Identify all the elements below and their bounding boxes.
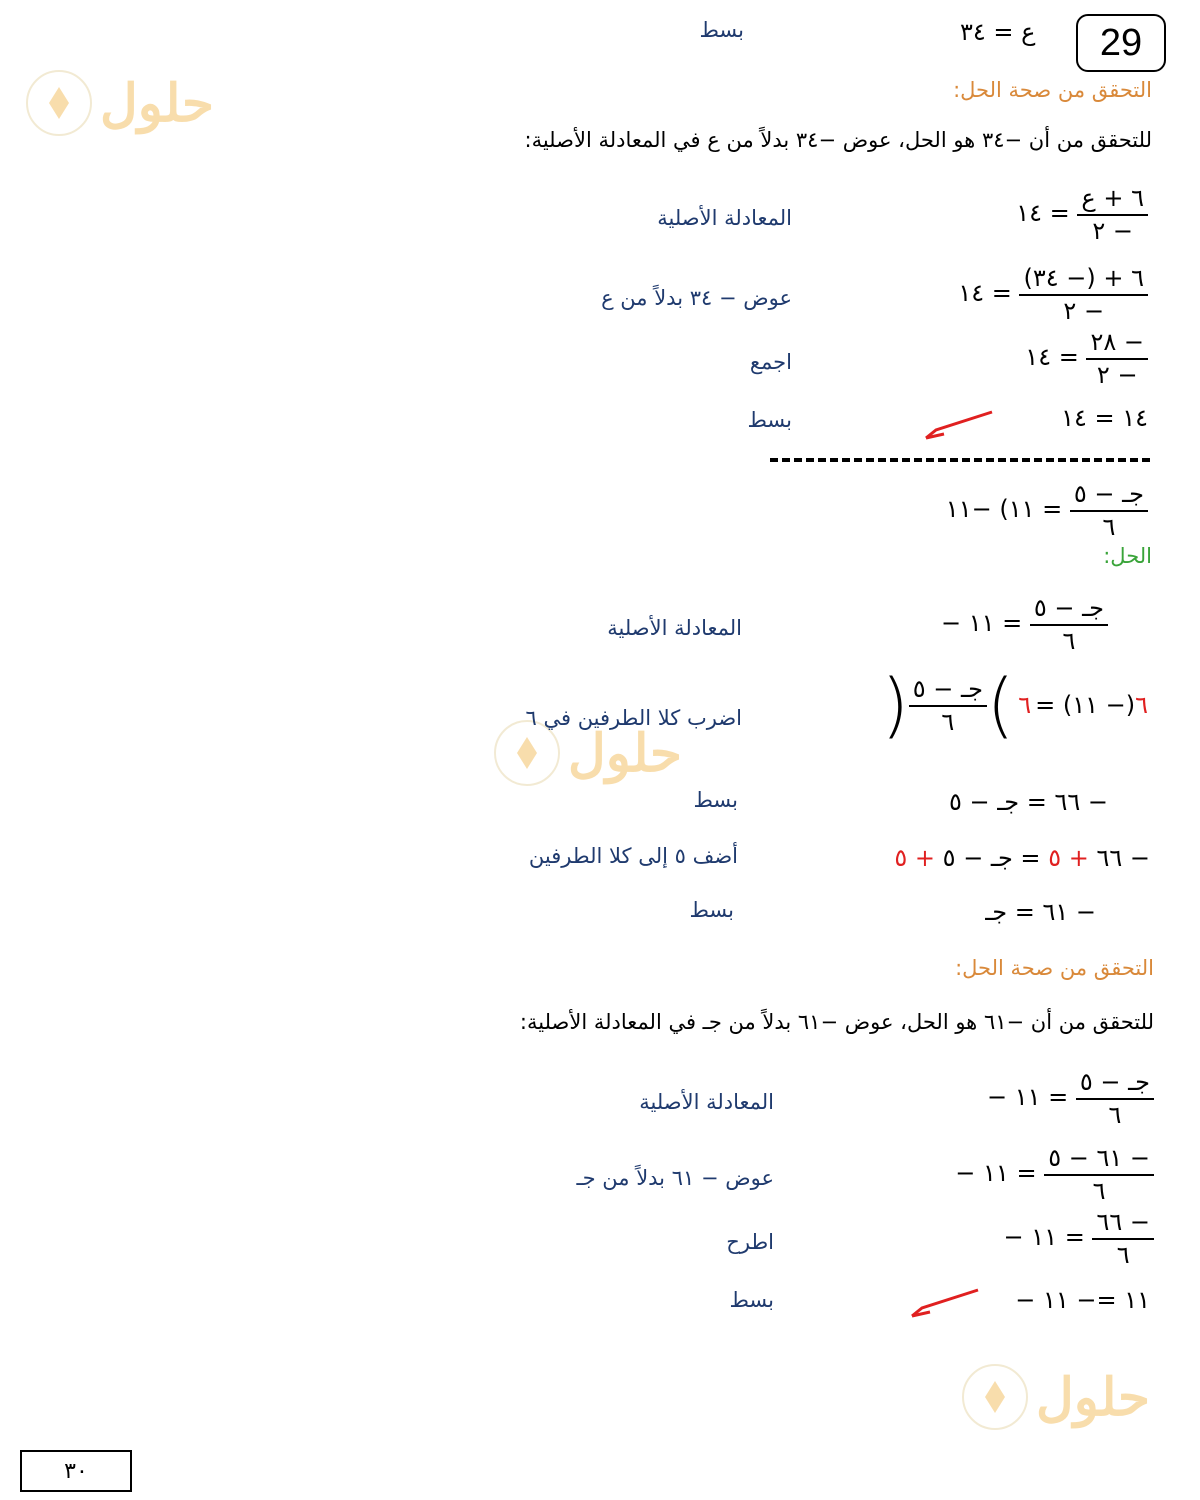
watermark-text: حلول xyxy=(100,72,215,134)
added-term: + ٥ xyxy=(1048,844,1089,872)
solution-row4-label: أضف ٥ إلى كلا الطرفين xyxy=(528,844,738,868)
numerator: − ٢٨ xyxy=(1086,326,1148,360)
numerator: ٦ + ع xyxy=(1077,182,1148,216)
fraction xyxy=(1030,592,1108,656)
check2-row3-label: اطرح xyxy=(726,1230,774,1254)
top-equation: ع = ٣٤ xyxy=(960,18,1036,46)
equation-lhs: − ٦٦ xyxy=(1096,844,1150,872)
denominator: ٦ xyxy=(1108,1101,1122,1129)
seal-icon xyxy=(26,70,92,136)
denominator: ٦ xyxy=(1092,1177,1106,1205)
problem-11-equation xyxy=(946,478,1148,542)
page-number: ٣٠ xyxy=(64,1458,88,1484)
check2-row1-label: المعادلة الأصلية xyxy=(639,1090,774,1114)
fraction xyxy=(1086,326,1148,390)
fraction xyxy=(909,673,987,737)
check2-row3-equation xyxy=(1004,1206,1154,1270)
check1-row1-label: المعادلة الأصلية xyxy=(657,206,792,230)
equation-lhs: ١٤ = xyxy=(958,279,1012,307)
solution-row5-equation: − ٦١ = جـ xyxy=(985,898,1096,926)
checkmark-icon xyxy=(908,1286,982,1320)
problem-number: ١١) xyxy=(999,495,1035,523)
fraction xyxy=(1070,478,1148,542)
denominator: ٦ xyxy=(1102,513,1116,541)
equation-lhs: ١٤ = xyxy=(1025,343,1079,371)
solution-row2-label: اضرب كلا الطرفين في ٦ xyxy=(525,706,742,730)
fraction xyxy=(1077,182,1148,246)
numerator: جـ − ٥ xyxy=(909,673,987,707)
numerator: − ٦٦ xyxy=(1092,1206,1154,1240)
check1-row3-label: اجمع xyxy=(749,350,792,374)
question-number-box xyxy=(1076,14,1166,72)
solution-row1-equation xyxy=(941,592,1108,656)
fraction xyxy=(1092,1206,1154,1270)
check2-row2-equation xyxy=(955,1142,1154,1206)
check1-heading: التحقق من صحة الحل: xyxy=(953,78,1152,102)
solution-row3-equation: − ٦٦ = جـ − ٥ xyxy=(948,788,1108,816)
check1-row2-label: عوض − ٣٤ بدلاً من ع xyxy=(601,286,792,310)
solution-row1-label: المعادلة الأصلية xyxy=(607,616,742,640)
equation-lhs: −١١ = xyxy=(945,495,1063,523)
denominator: ٦ xyxy=(1062,627,1076,655)
check2-row2-label: عوض − ٦١ بدلاً من جـ xyxy=(576,1166,774,1190)
check1-row4-label: بسط xyxy=(747,408,792,432)
watermark-logo xyxy=(962,1364,1150,1430)
added-term: + ٥ xyxy=(894,844,936,872)
top-step-label: بسط xyxy=(699,18,744,42)
equation-rhs: = جـ − ٥ xyxy=(942,844,1041,872)
equation-lhs: − ١١ = xyxy=(986,1083,1069,1111)
check1-intro: للتحقق من أن −٣٤ هو الحل، عوض −٣٤ بدلاً من ع في المعادلة الأصلية: xyxy=(524,128,1152,152)
paren-left: ) xyxy=(986,664,1015,746)
fraction xyxy=(1076,1066,1154,1130)
check2-row1-equation xyxy=(987,1066,1154,1130)
denominator: − ٢ xyxy=(1063,297,1105,325)
seal-icon xyxy=(962,1364,1028,1430)
numerator: جـ − ٥ xyxy=(1070,478,1148,512)
check1-row2-equation xyxy=(958,262,1148,326)
solution-heading: الحل: xyxy=(1103,544,1152,568)
fraction xyxy=(1019,262,1148,326)
section-divider xyxy=(770,458,1150,462)
check2-intro: للتحقق من أن −٦١ هو الحل، عوض −٦١ بدلاً من جـ في المعادلة الأصلية: xyxy=(519,1010,1154,1034)
check2-row4-equation: − ١١ =− ١١ xyxy=(1015,1286,1150,1314)
denominator: − ٢ xyxy=(1096,361,1138,389)
solution-row2-equation xyxy=(881,664,1148,746)
equation-lhs: − ١١ = xyxy=(940,609,1023,637)
solution-row5-label: بسط xyxy=(689,898,734,922)
numerator: ٦ + (− ٣٤) xyxy=(1019,262,1148,296)
check2-heading: التحقق من صحة الحل: xyxy=(955,956,1154,980)
page-number-box xyxy=(20,1450,132,1492)
numerator: جـ − ٥ xyxy=(1076,1066,1154,1100)
check1-row3-equation xyxy=(1025,326,1148,390)
solution-row4-equation xyxy=(894,844,1150,872)
solution-row3-label: بسط xyxy=(693,788,738,812)
question-number: 29 xyxy=(1099,21,1143,64)
multiplier: ٦ xyxy=(1018,691,1032,719)
fraction xyxy=(1044,1142,1154,1206)
equation-lhs: − ١١ = xyxy=(955,1159,1037,1187)
check1-row1-equation xyxy=(1016,182,1148,246)
check2-row4-label: بسط xyxy=(729,1288,774,1312)
denominator: − ٢ xyxy=(1092,217,1134,245)
equation-lhs: (− ١١) = xyxy=(1035,691,1136,719)
watermark-text: حلول xyxy=(1036,1366,1151,1428)
checkmark-icon xyxy=(922,408,996,442)
watermark-logo xyxy=(26,70,214,136)
equation-lhs: − ١١ = xyxy=(1003,1223,1085,1251)
watermark-text: حلول xyxy=(568,722,683,784)
numerator: جـ − ٥ xyxy=(1030,592,1108,626)
equation-lhs: ١٤ = xyxy=(1016,199,1070,227)
denominator: ٦ xyxy=(1116,1241,1130,1269)
paren-right: ( xyxy=(881,664,909,746)
multiplier: ٦ xyxy=(1135,691,1148,719)
numerator: − ٦١ − ٥ xyxy=(1044,1142,1154,1176)
denominator: ٦ xyxy=(941,708,955,736)
check1-row4-equation: ١٤ = ١٤ xyxy=(1061,404,1148,432)
